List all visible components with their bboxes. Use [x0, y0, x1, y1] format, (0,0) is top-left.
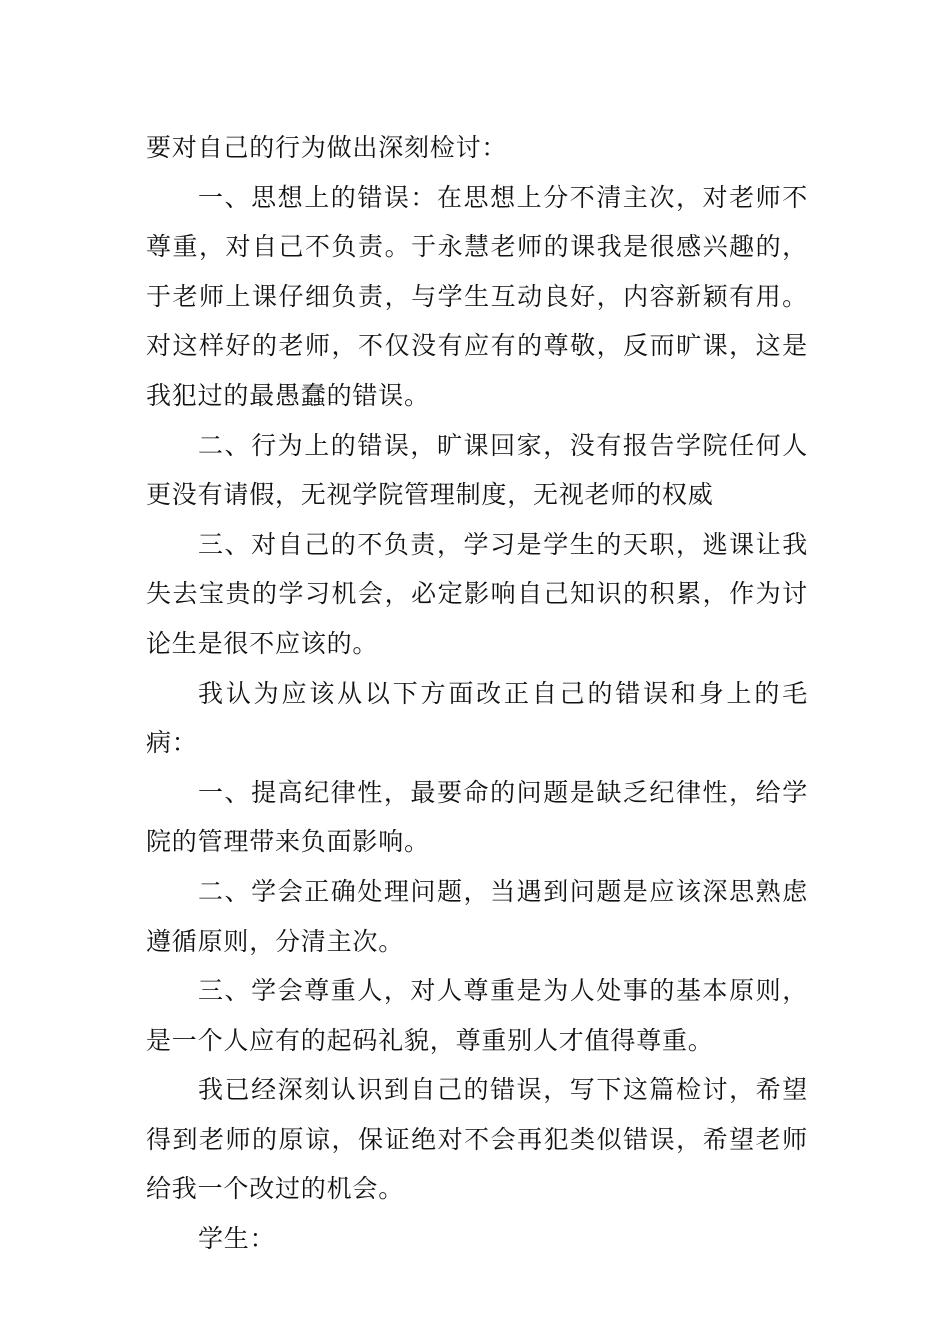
- paragraph-conclusion: 我已经深刻认识到自己的错误，写下这篇检讨，希望得到老师的原谅，保证绝对不会再犯类似错误，希望老师给我一个改过的机会。: [146, 1075, 808, 1204]
- paragraph-mistake-responsibility: 三、对自己的不负责，学习是学生的天职，逃课让我失去宝贵的学习机会，必定影响自己知识的积累，作为讨论生是很不应该的。: [146, 529, 808, 658]
- paragraph-correction-intro: 我认为应该从以下方面改正自己的错误和身上的毛病：: [146, 678, 808, 758]
- paragraph-correction-respect: 三、学会尊重人，对人尊重是为人处事的基本原则，是一个人应有的起码礼貌，尊重别人才值得尊重。: [146, 976, 808, 1055]
- paragraph-correction-problems: 二、学会正确处理问题，当遇到问题是应该深思熟虑遵循原则，分清主次。: [146, 876, 808, 956]
- paragraph-intro: 要对自己的行为做出深刻检讨：: [146, 133, 508, 162]
- paragraph-signature: 学生：: [198, 1224, 276, 1254]
- paragraph-correction-discipline: 一、提高纪律性，最要命的问题是缺乏纪律性，给学院的管理带来负面影响。: [146, 777, 808, 857]
- paragraph-mistake-behavior: 二、行为上的错误，旷课回家，没有报告学院任何人更没有请假，无视学院管理制度，无视老师的权威: [146, 430, 808, 510]
- document-body: [146, 123, 808, 1264]
- paragraph-mistake-thought: 一、思想上的错误：在思想上分不清主次，对老师不尊重，对自己不负责。于永慧老师的课我是很感兴趣的，于老师上课仔细负责，与学生互动良好，内容新颖有用。对这样好的老师，不仅没有应有的尊敬，反而旷课，这是我犯过的最愚蠢的错误。: [146, 182, 808, 410]
